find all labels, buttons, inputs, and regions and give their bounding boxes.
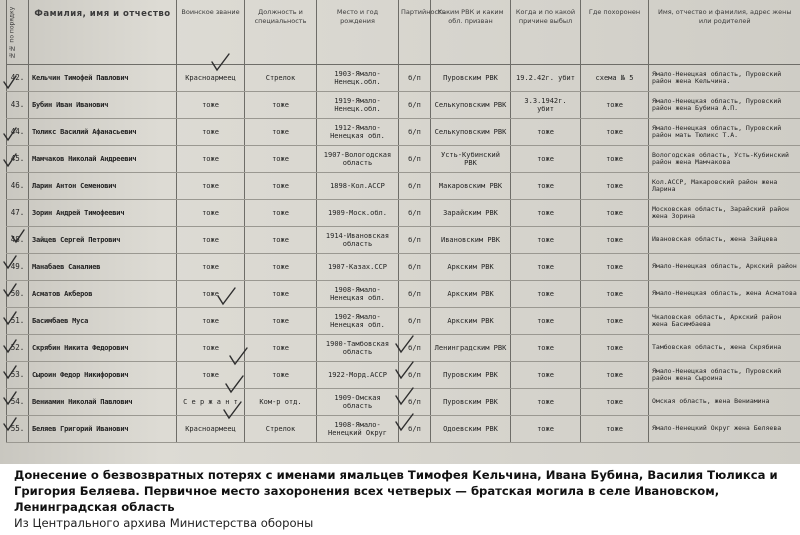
row-draft-office: Селькуповским РВК — [431, 92, 511, 119]
table-row — [7, 119, 800, 146]
row-name: Скрябин Никита Федорович — [29, 335, 177, 362]
column-header-rank: Воинское звание — [177, 0, 245, 65]
row-draft-office: Аркским РВК — [431, 254, 511, 281]
row-birth: 1914-Ивановская область — [317, 227, 399, 254]
row-draft-office: Пуровским РВК — [431, 65, 511, 92]
row-relatives: Омская область, жена Вениамина — [649, 389, 800, 416]
casualty-table — [6, 0, 800, 443]
row-draft-office: Пуровским РВК — [431, 362, 511, 389]
row-when-why: тоже — [511, 335, 581, 362]
row-party: б/п — [399, 416, 431, 443]
row-when-why: тоже — [511, 200, 581, 227]
row-name: Зайцев Сергей Петрович — [29, 227, 177, 254]
row-buried: тоже — [581, 308, 649, 335]
row-name: Кельчин Тимофей Павлович — [29, 65, 177, 92]
row-relatives: Кол.АССР, Макаровский район жена Ларина — [649, 173, 800, 200]
row-buried: тоже — [581, 254, 649, 281]
column-header-birth: Место и год рождения — [317, 0, 399, 65]
row-relatives: Тамбовская область, жена Скрябина — [649, 335, 800, 362]
row-rank: тоже — [177, 335, 245, 362]
row-name: Беляев Григорий Иванович — [29, 416, 177, 443]
row-party: б/п — [399, 200, 431, 227]
row-rank: тоже — [177, 146, 245, 173]
row-rank: Красноармеец — [177, 416, 245, 443]
row-rank: С е р ж а н т — [177, 389, 245, 416]
row-birth: 1922-Морд.АССР — [317, 362, 399, 389]
row-number: 45. — [7, 146, 29, 173]
row-position: тоже — [245, 119, 317, 146]
row-relatives: Ямало-Ненецкая область, жена Асматова — [649, 281, 800, 308]
row-party: б/п — [399, 119, 431, 146]
row-name: Манабаев Саналиев — [29, 254, 177, 281]
row-position: Стрелок — [245, 416, 317, 443]
row-when-why: тоже — [511, 308, 581, 335]
column-header-relatives: Имя, отчество и фамилия, адрес жены или родителей — [649, 0, 800, 65]
row-position: тоже — [245, 281, 317, 308]
row-birth: 1908-Ямало-Ненецкая обл. — [317, 281, 399, 308]
row-party: б/п — [399, 362, 431, 389]
row-rank: тоже — [177, 119, 245, 146]
table-row — [7, 146, 800, 173]
row-draft-office: Пуровским РВК — [431, 389, 511, 416]
column-header-draft-office: Каким РВК и каким обл. призван — [431, 0, 511, 65]
column-header-party: Партийность — [399, 0, 431, 65]
row-draft-office: Аркским РВК — [431, 308, 511, 335]
row-position: тоже — [245, 227, 317, 254]
row-when-why: 19.2.42г. убит — [511, 65, 581, 92]
row-number: 47. — [7, 200, 29, 227]
row-number: 54. — [7, 389, 29, 416]
row-number: 44. — [7, 119, 29, 146]
row-party: б/п — [399, 308, 431, 335]
row-relatives: Ямало-Ненецкая область, Пуровский район жена Кельчина. — [649, 65, 800, 92]
row-position: Стрелок — [245, 65, 317, 92]
row-party: б/п — [399, 254, 431, 281]
row-buried: тоже — [581, 416, 649, 443]
table-row — [7, 92, 800, 119]
row-birth: 1902-Ямало-Ненецкая обл. — [317, 308, 399, 335]
row-position: тоже — [245, 254, 317, 281]
column-header-when-why: Когда и по какой причине выбыл — [511, 0, 581, 65]
table-row — [7, 308, 800, 335]
row-name: Асматов Акберов — [29, 281, 177, 308]
caption-source: Из Центрального архива Министерства обороны — [14, 516, 314, 530]
table-row — [7, 65, 800, 92]
row-name: Бубин Иван Иванович — [29, 92, 177, 119]
table-row — [7, 362, 800, 389]
table-row — [7, 173, 800, 200]
column-header-buried: Где похоронен — [581, 0, 649, 65]
row-draft-office: Ленинградским РВК — [431, 335, 511, 362]
row-buried: тоже — [581, 335, 649, 362]
row-buried: тоже — [581, 92, 649, 119]
row-draft-office: Аркским РВК — [431, 281, 511, 308]
row-buried: тоже — [581, 146, 649, 173]
table-row — [7, 281, 800, 308]
column-header-name: Фамилия, имя и отчество — [29, 0, 177, 65]
row-when-why: тоже — [511, 254, 581, 281]
row-birth: 1908-Ямало-Ненецкий Округ — [317, 416, 399, 443]
row-buried: тоже — [581, 227, 649, 254]
row-name: Вениамин Николай Павлович — [29, 389, 177, 416]
row-relatives: Ямало-Ненецкая область, Пуровский район мать Тюликс Т.А. — [649, 119, 800, 146]
row-party: б/п — [399, 173, 431, 200]
row-birth: 1903-Ямало-Ненецк.обл. — [317, 65, 399, 92]
row-party: б/п — [399, 227, 431, 254]
row-number: 46. — [7, 173, 29, 200]
row-position: тоже — [245, 200, 317, 227]
row-number: 42. — [7, 65, 29, 92]
row-rank: тоже — [177, 200, 245, 227]
row-buried: тоже — [581, 200, 649, 227]
row-number: 43. — [7, 92, 29, 119]
row-party: б/п — [399, 281, 431, 308]
row-rank: тоже — [177, 92, 245, 119]
row-when-why: тоже — [511, 146, 581, 173]
column-header-number: №№ по порядку — [7, 0, 29, 65]
row-buried: тоже — [581, 362, 649, 389]
table-row — [7, 227, 800, 254]
column-header-position: Должность и специальность — [245, 0, 317, 65]
row-birth: 1907-Вологодская область — [317, 146, 399, 173]
row-relatives: Ивановская область, жена Зайцева — [649, 227, 800, 254]
row-relatives: Ямало-Ненецкая область, Пуровский район жена Бубина А.П. — [649, 92, 800, 119]
row-position: тоже — [245, 146, 317, 173]
row-name: Мамчаков Николай Андреевич — [29, 146, 177, 173]
row-birth: 1912-Ямало-Ненецкая обл. — [317, 119, 399, 146]
row-birth: 1909-Моск.обл. — [317, 200, 399, 227]
row-rank: тоже — [177, 281, 245, 308]
row-relatives: Ямало-Ненецкий Округ жена Беляева — [649, 416, 800, 443]
row-rank: Красноармеец — [177, 65, 245, 92]
row-when-why: тоже — [511, 227, 581, 254]
row-when-why: тоже — [511, 281, 581, 308]
row-when-why: тоже — [511, 389, 581, 416]
row-rank: тоже — [177, 227, 245, 254]
row-number: 48. — [7, 227, 29, 254]
row-birth: 1909-Омская область — [317, 389, 399, 416]
row-birth: 1907-Казах.ССР — [317, 254, 399, 281]
table-row — [7, 335, 800, 362]
table-row — [7, 389, 800, 416]
row-when-why: 3.3.1942г. убит — [511, 92, 581, 119]
row-draft-office: Селькуповским РВК — [431, 119, 511, 146]
row-when-why: тоже — [511, 362, 581, 389]
row-party: б/п — [399, 65, 431, 92]
row-draft-office: Зарайским РВК — [431, 200, 511, 227]
row-when-why: тоже — [511, 416, 581, 443]
row-when-why: тоже — [511, 119, 581, 146]
row-number: 53. — [7, 362, 29, 389]
row-number: 55. — [7, 416, 29, 443]
row-birth: 1919-Ямало-Ненецк.обл. — [317, 92, 399, 119]
row-party: б/п — [399, 335, 431, 362]
row-birth: 1900-Тамбовская область — [317, 335, 399, 362]
row-relatives: Ямало-Ненецкая область, Аркский район — [649, 254, 800, 281]
row-position: тоже — [245, 173, 317, 200]
row-rank: тоже — [177, 308, 245, 335]
row-draft-office: Ивановским РВК — [431, 227, 511, 254]
row-buried: тоже — [581, 281, 649, 308]
photo-caption — [0, 464, 800, 535]
row-rank: тоже — [177, 362, 245, 389]
row-buried: тоже — [581, 389, 649, 416]
row-position: тоже — [245, 92, 317, 119]
row-position: тоже — [245, 362, 317, 389]
row-name: Ларин Антон Семенович — [29, 173, 177, 200]
row-birth: 1898-Кол.АССР — [317, 173, 399, 200]
row-position: тоже — [245, 308, 317, 335]
row-name: Сыроин Федор Никифорович — [29, 362, 177, 389]
row-party: б/п — [399, 389, 431, 416]
row-name: Зорин Андрей Тимофеевич — [29, 200, 177, 227]
row-name: Тюликс Василий Афанасьевич — [29, 119, 177, 146]
row-buried: схема № 5 — [581, 65, 649, 92]
row-relatives: Чкаловская область, Аркский район жена Басимбаева — [649, 308, 800, 335]
row-rank: тоже — [177, 173, 245, 200]
row-party: б/п — [399, 92, 431, 119]
row-position: тоже — [245, 335, 317, 362]
row-number: 52. — [7, 335, 29, 362]
caption-title: Донесение о безвозвратных потерях с именами ямальцев Тимофея Кельчина, Ивана Бубина, Василия Тюликса и Григория Беляева. Первичное место захоронения всех четверых — братская могила в селе Ивановском, Ленинградская область — [14, 468, 778, 514]
row-buried: тоже — [581, 173, 649, 200]
row-position: Ком-р отд. — [245, 389, 317, 416]
row-rank: тоже — [177, 254, 245, 281]
row-draft-office: Усть-Кубинский РВК — [431, 146, 511, 173]
row-name: Басимбаев Муса — [29, 308, 177, 335]
row-when-why: тоже — [511, 173, 581, 200]
row-number: 51. — [7, 308, 29, 335]
row-relatives: Вологодская область, Усть-Кубинский район жена Мамчакова — [649, 146, 800, 173]
row-number: 49. — [7, 254, 29, 281]
row-party: б/п — [399, 146, 431, 173]
row-draft-office: Макаровским РВК — [431, 173, 511, 200]
row-relatives: Московская область, Зарайский район жена Зорина — [649, 200, 800, 227]
row-number: 50. — [7, 281, 29, 308]
row-draft-office: Одоевским РВК — [431, 416, 511, 443]
table-row — [7, 200, 800, 227]
row-buried: тоже — [581, 119, 649, 146]
row-relatives: Ямало-Ненецкая область, Пуровский район жена Сыроина — [649, 362, 800, 389]
table-header-row — [7, 0, 800, 65]
table-row — [7, 416, 800, 443]
table-row — [7, 254, 800, 281]
